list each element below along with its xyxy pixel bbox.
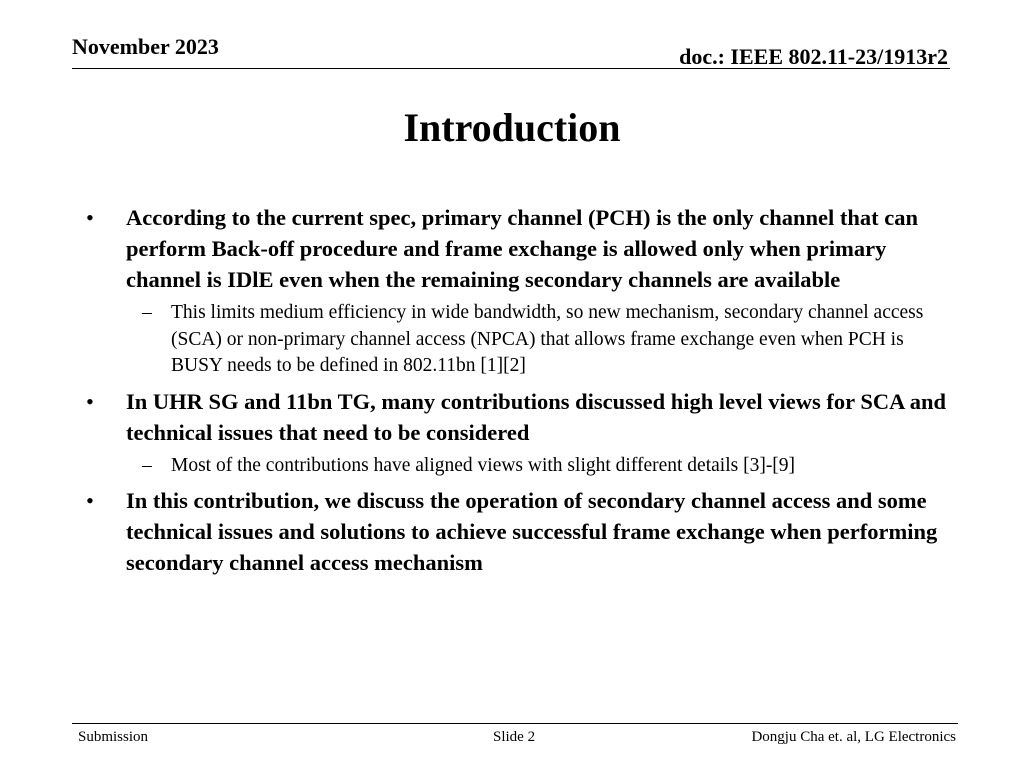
footer-author: Dongju Cha et. al, LG Electronics	[751, 729, 956, 745]
sub-bullet-marker: –	[142, 302, 152, 323]
header-date: November 2023	[72, 34, 219, 59]
bullet-item	[82, 386, 952, 448]
bullet-marker: •	[86, 488, 94, 513]
bullet-text: In UHR SG and 11bn TG, many contributions discussed high level views for SCA and technical issues that need to be considered	[126, 388, 946, 445]
header-divider	[72, 68, 950, 69]
bullet-item	[82, 202, 952, 295]
sub-bullet-text: Most of the contributions have aligned views with slight different details [3]-[9]	[171, 454, 796, 476]
footer-divider	[72, 723, 958, 724]
sub-bullet-marker: –	[142, 454, 152, 476]
footer-slide-number: Slide 2	[493, 729, 536, 745]
bullet-item	[82, 485, 952, 578]
sub-bullet-item	[82, 300, 926, 380]
header-doc-id: doc.: IEEE 802.11-23/1913r2	[679, 44, 948, 69]
bullet-marker: •	[86, 388, 94, 414]
slide-body	[82, 202, 952, 583]
sub-bullet-text: This limits medium efficiency in wide bandwidth, so new mechanism, secondary channel access (SCA) or non-primary channel access (NPCA) that allows frame exchange even when PCH is BUSY needs to be defined in 802.11bn [1][2]	[171, 302, 924, 376]
bullet-text: According to the current spec, primary channel (PCH) is the only channel that can perform Back-off procedure and frame exchange is allowed only when primary channel is IDlE even when the remaining secondary channels are available	[126, 205, 919, 292]
footer-submission: Submission	[78, 729, 149, 745]
sub-bullet-item	[82, 453, 926, 480]
bullet-text: In this contribution, we discuss the operation of secondary channel access and some technical issues and solutions to achieve successful frame exchange when performing secondary channel access mechanism	[126, 488, 938, 575]
slide-title: Introduction	[403, 105, 621, 150]
bullet-marker: •	[86, 205, 94, 230]
